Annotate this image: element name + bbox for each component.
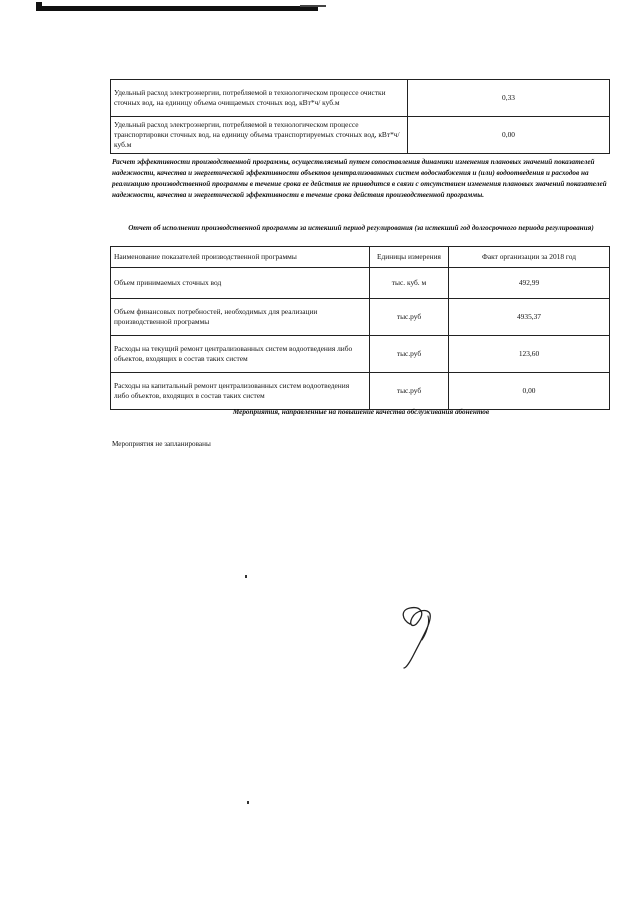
measures-note: Мероприятия не запланированы — [112, 440, 211, 448]
row-indicator-name: Объем финансовых потребностей, необходимых для реализации производственной программы — [111, 299, 370, 336]
indicator-name: Удельный расход электроэнергии, потребляемой в технологическом процессе транспортировки сточных вод, на единицу объема транспортируемых сточных вод, кВт*ч/ куб.м — [111, 117, 408, 154]
table-header-row — [111, 247, 610, 268]
table-row — [111, 373, 610, 410]
table-row — [111, 336, 610, 373]
indicator-value: 0,33 — [408, 80, 610, 117]
row-value: 4935,37 — [449, 299, 610, 336]
row-value: 0,00 — [449, 373, 610, 410]
indicator-name: Удельный расход электроэнергии, потребляемой в технологическом процессе очистки сточных вод, на единицу объема очищаемых сточных вод, кВт*ч/ куб.м — [111, 80, 408, 117]
header-unit: Единицы измерения — [370, 247, 449, 268]
efficiency-calculation-note: Расчет эффективности производственной программы, осуществляемый путем сопоставления динамики изменения плановых значений показателей надежности, качества и энергетической эффективности объектов централизованных систем водоснабжения и (или) водоотведения и расходов на реализацию производственной программы в течение срока ее действия не приводится в связи с отсутствием изменения плановых значений показателей надежности, качества и энергетической эффективности в течение срока действия производственной программы. — [112, 158, 607, 200]
row-unit: тыс.руб — [370, 299, 449, 336]
table-row — [111, 80, 610, 117]
row-value: 123,60 — [449, 336, 610, 373]
header-indicator-name: Наименование показателей производственной программы — [111, 247, 370, 268]
scan-mark — [300, 5, 326, 7]
scan-speck — [245, 575, 247, 578]
header-fact: Факт организации за 2018 год — [449, 247, 610, 268]
handwritten-signature — [392, 604, 440, 670]
row-unit: тыс. куб. м — [370, 268, 449, 299]
program-report-table — [110, 246, 610, 410]
table-row — [111, 117, 610, 154]
indicator-value: 0,00 — [408, 117, 610, 154]
measures-title: Мероприятия, направленные на повышение качества обслуживания абонентов — [232, 408, 490, 416]
row-unit: тыс.руб — [370, 336, 449, 373]
row-indicator-name: Объем принимаемых сточных вод — [111, 268, 370, 299]
row-indicator-name: Расходы на капитальный ремонт централизованных систем водоотведения либо объектов, входящих в состав таких систем — [111, 373, 370, 410]
scan-speck — [247, 801, 249, 804]
table-row — [111, 299, 610, 336]
report-title: Отчет об исполнении производственной программы за истекший период регулирования (за истекший год долгосрочного периода регулирования) — [128, 224, 594, 232]
row-value: 492,99 — [449, 268, 610, 299]
row-indicator-name: Расходы на текущий ремонт централизованных систем водоотведения либо объектов, входящих в состав таких систем — [111, 336, 370, 373]
table-row — [111, 268, 610, 299]
efficiency-indicators-table — [110, 79, 610, 154]
row-unit: тыс.руб — [370, 373, 449, 410]
scan-edge-bar — [36, 6, 318, 11]
